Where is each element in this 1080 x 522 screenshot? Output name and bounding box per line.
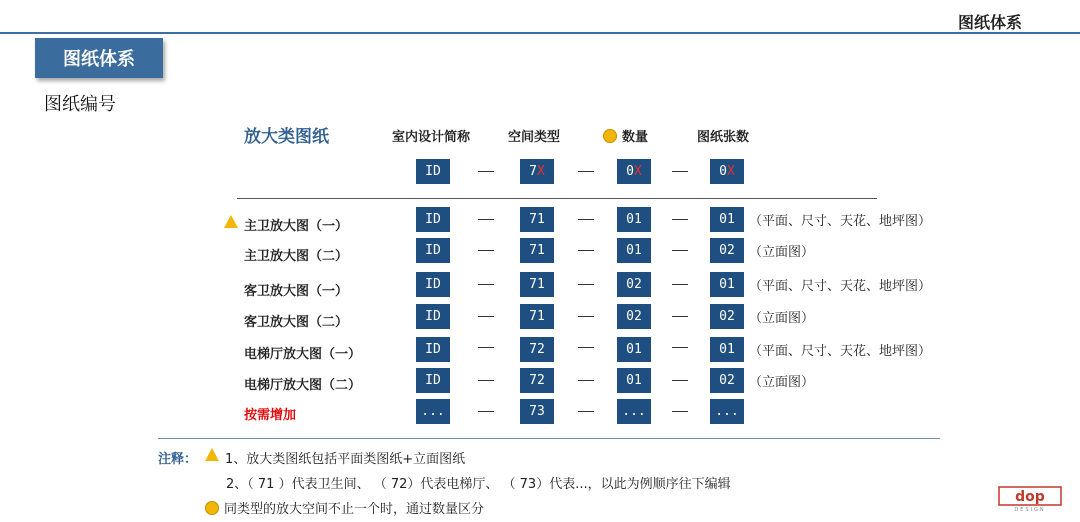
code-a: ID bbox=[416, 207, 450, 232]
row-description: （平面、尺寸、天花、地坪图） bbox=[749, 344, 932, 359]
code-a: ID bbox=[416, 304, 450, 329]
code-d: 01 bbox=[710, 337, 744, 362]
code-a: ID bbox=[416, 272, 450, 297]
column-designer-abbr: 室内设计简称 bbox=[392, 130, 471, 145]
row-label: 电梯厅放大图（一） bbox=[244, 347, 362, 362]
code-c: 01 bbox=[617, 207, 651, 232]
code-b: 71 bbox=[520, 272, 554, 297]
brand-logo bbox=[998, 486, 1062, 512]
notes-divider bbox=[158, 438, 940, 439]
header-title: 图纸体系 bbox=[957, 13, 1022, 32]
code-b: 73 bbox=[520, 399, 554, 424]
code-a: ID bbox=[416, 337, 450, 362]
dash-separator bbox=[478, 380, 494, 381]
dash-separator bbox=[578, 219, 594, 220]
code-d: 02 bbox=[710, 304, 744, 329]
triangle-icon bbox=[205, 448, 219, 461]
dash-separator bbox=[672, 284, 688, 285]
notes-label: 注释： bbox=[158, 452, 198, 467]
dash-separator bbox=[478, 284, 494, 285]
dash-separator bbox=[578, 284, 594, 285]
circle-icon bbox=[205, 501, 219, 515]
code-d: 02 bbox=[710, 238, 744, 263]
code-a: ID bbox=[416, 238, 450, 263]
code-d: 02 bbox=[710, 368, 744, 393]
dash-separator bbox=[478, 316, 494, 317]
code-c: 02 bbox=[617, 272, 651, 297]
svg-text:dop: dop bbox=[1015, 489, 1045, 505]
divider-line bbox=[237, 198, 877, 199]
note-line-2: 2、（ 71 ）代表卫生间、 （ 72）代表电梯厅、 （ 73）代表...，以此为例顺序往下编辑 bbox=[226, 477, 731, 492]
column-sheet-count: 图纸张数 bbox=[697, 130, 750, 145]
section-tab: 图纸体系 bbox=[35, 38, 163, 78]
dash-separator bbox=[578, 171, 594, 172]
dash-separator bbox=[578, 316, 594, 317]
code-c: 01 bbox=[617, 368, 651, 393]
code-c: 01 bbox=[617, 337, 651, 362]
dash-separator bbox=[578, 250, 594, 251]
code-b: 72 bbox=[520, 337, 554, 362]
dash-separator bbox=[672, 411, 688, 412]
circle-icon bbox=[603, 129, 617, 143]
code-b: 71 bbox=[520, 238, 554, 263]
dash-separator bbox=[578, 380, 594, 381]
note-line-3: 同类型的放大空间不止一个时，通过数量区分 bbox=[205, 498, 484, 517]
row-label: 主卫放大图（一） bbox=[244, 219, 349, 234]
column-quantity bbox=[603, 126, 648, 145]
code-c: ... bbox=[617, 399, 651, 424]
row-description: （平面、尺寸、天花、地坪图） bbox=[749, 279, 932, 294]
dash-separator bbox=[672, 347, 688, 348]
dash-separator bbox=[578, 347, 594, 348]
code-d: 01 bbox=[710, 272, 744, 297]
dash-separator bbox=[478, 250, 494, 251]
row-label: 客卫放大图（一） bbox=[244, 284, 349, 299]
column-space-type: 空间类型 bbox=[508, 130, 561, 145]
row-label: 主卫放大图（二） bbox=[244, 249, 349, 264]
code-a: ... bbox=[416, 399, 450, 424]
dash-separator bbox=[672, 380, 688, 381]
column-quantity-label: 数量 bbox=[622, 130, 649, 145]
row-label: 电梯厅放大图（二） bbox=[244, 378, 362, 393]
dash-separator bbox=[478, 171, 494, 172]
dash-separator bbox=[672, 316, 688, 317]
dash-separator bbox=[478, 411, 494, 412]
row-label: 客卫放大图（二） bbox=[244, 315, 349, 330]
triangle-icon bbox=[224, 215, 238, 228]
template-code-c: 0 X bbox=[617, 159, 651, 184]
template-code-a: ID bbox=[416, 159, 450, 184]
dash-separator bbox=[578, 411, 594, 412]
code-d: ... bbox=[710, 399, 744, 424]
row-label-add-more: 按需增加 bbox=[244, 408, 297, 423]
template-code-d: 0 X bbox=[710, 159, 744, 184]
page-subtitle: 图纸编号 bbox=[44, 94, 116, 115]
code-c: 02 bbox=[617, 304, 651, 329]
column-main-title: 放大类图纸 bbox=[244, 127, 329, 147]
code-b: 72 bbox=[520, 368, 554, 393]
svg-text:DESIGN: DESIGN bbox=[1014, 507, 1046, 512]
row-description: （立面图） bbox=[749, 311, 815, 326]
row-description: （立面图） bbox=[749, 375, 815, 390]
dash-separator bbox=[478, 219, 494, 220]
dash-separator bbox=[672, 219, 688, 220]
dop-logo-icon bbox=[998, 486, 1062, 512]
header-divider bbox=[0, 32, 1080, 34]
note-line-1: 1、放大类图纸包括平面类图纸+立面图纸 bbox=[225, 452, 466, 467]
dash-separator bbox=[672, 250, 688, 251]
template-code-b: 7 X bbox=[520, 159, 554, 184]
code-a: ID bbox=[416, 368, 450, 393]
dash-separator bbox=[672, 171, 688, 172]
dash-separator bbox=[478, 347, 494, 348]
code-b: 71 bbox=[520, 207, 554, 232]
row-description: （平面、尺寸、天花、地坪图） bbox=[749, 214, 932, 229]
code-d: 01 bbox=[710, 207, 744, 232]
row-description: （立面图） bbox=[749, 245, 815, 260]
code-c: 01 bbox=[617, 238, 651, 263]
code-b: 71 bbox=[520, 304, 554, 329]
